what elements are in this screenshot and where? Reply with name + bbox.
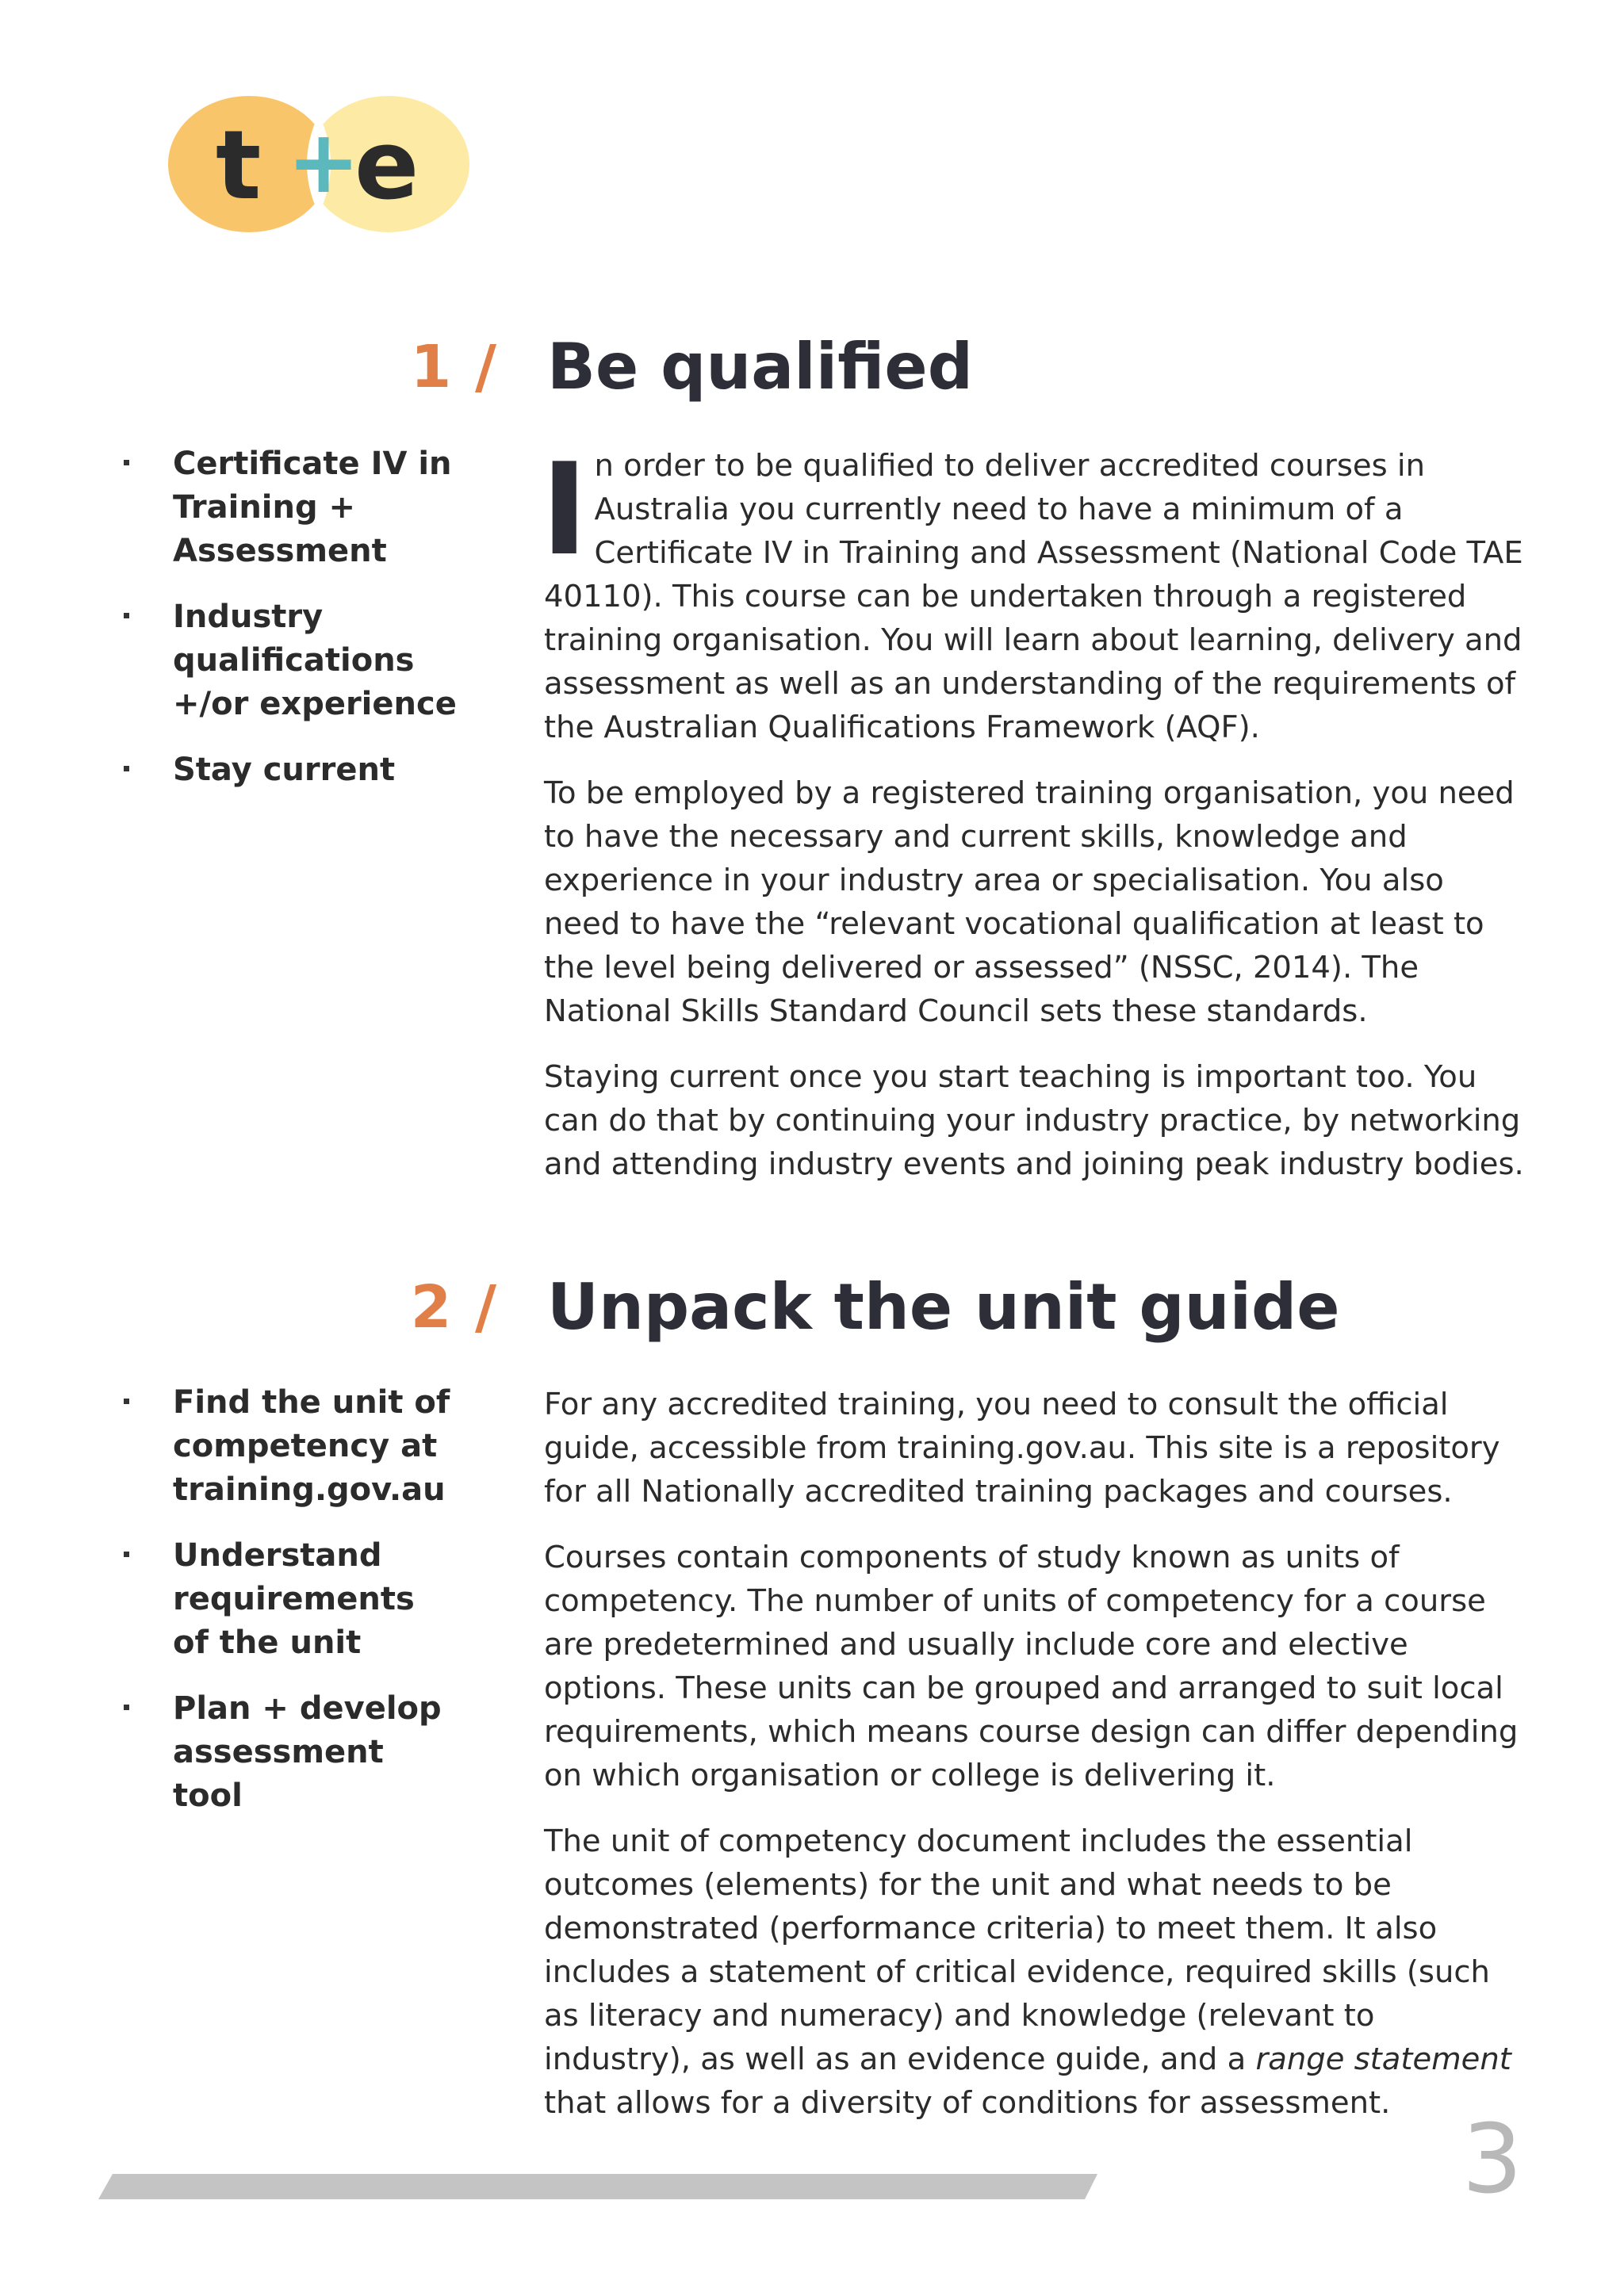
bullet-item: [119, 1381, 460, 1512]
drop-cap: I: [541, 435, 588, 584]
body-paragraph: Courses contain components of study known as units of competency. The number of units of competency for a course are predetermined and usually include core and elective options. These units can be grouped and arranged to suit local requirements, which means course design can differ depending on which organisation or college is delivering it.: [544, 1540, 1519, 1793]
bullet-item: [119, 595, 460, 726]
bullet-dot: [124, 1705, 129, 1710]
emphasis-range-statement: range statement: [1255, 2042, 1511, 2077]
logo-plus: +: [287, 111, 361, 212]
logo-letter-e: e: [354, 111, 419, 221]
bullet-item: [119, 1534, 460, 1665]
section-2-heading: [0, 1264, 1624, 1351]
body-paragraph: [541, 435, 1527, 749]
paragraph-text: that allows for a diversity of conditions for assessment.: [544, 2085, 1391, 2121]
section-1-title: Be qualified: [547, 330, 973, 404]
bullet-text: Find the unit of competency at training.gov.au: [173, 1384, 450, 1508]
bullet-dot: [124, 613, 129, 618]
section-1-body: [541, 435, 1527, 1208]
bullet-text: Plan + develop assessment tool: [173, 1690, 442, 1814]
te-logo-graphic: [168, 95, 469, 234]
body-paragraph: [544, 1820, 1527, 2125]
bullet-item: [119, 748, 460, 792]
bullet-item: [119, 1687, 460, 1818]
page-number: 3: [1461, 2105, 1522, 2215]
body-paragraph: For any accredited training, you need to consult the official guide, accessible from training.gov.au. This site is a repository for all Nationally accredited training packages and courses.: [544, 1387, 1500, 1510]
bullet-dot: [124, 460, 129, 465]
section-2-title: Unpack the unit guide: [547, 1270, 1340, 1344]
logo-letter-t: t: [216, 111, 262, 221]
paragraph-text: n order to be qualified to deliver accredited courses in Australia you currently need to have a minimum of a Certificate IV in Training and Assessment (National Code TAE 40110). This course can be undertaken through a registered training organisation. You will learn about learning, delivery and assessment as well as an understanding of the requirements of the Australian Qualifications Framework (AQF).: [544, 448, 1523, 745]
section-1-bullet-list: [119, 442, 460, 814]
footer-bar: [98, 2174, 1097, 2199]
footer-bar-shape: [98, 2174, 1097, 2199]
paragraph-text: The unit of competency document includes the essential outcomes (elements) for the unit and what needs to be demonstrated (performance criteria) to meet them. It also includes a statement of critical evidence, required skills (such as literacy and numeracy) and knowledge (relevant to industry), as well as an evidence guide, and a: [544, 1823, 1490, 2077]
bullet-item: [119, 442, 460, 573]
bullet-dot: [124, 1399, 129, 1404]
bullet-text: Certificate IV in Training + Assessment: [173, 446, 452, 569]
section-2-number: 2 /: [410, 1273, 498, 1341]
body-paragraph: Staying current once you start teaching is important too. You can do that by continuing your industry practice, by networking and attending industry events and joining peak industry bodies.: [544, 1059, 1524, 1182]
bullet-text: Understand requirements of the unit: [173, 1537, 415, 1661]
te-logo: [168, 95, 469, 234]
bullet-dot: [124, 1552, 129, 1557]
bullet-text: Industry qualifications +/or experience: [173, 599, 457, 722]
bullet-text: Stay current: [173, 752, 396, 788]
section-2-bullet-list: [119, 1381, 460, 1840]
bullet-dot: [124, 766, 129, 771]
body-paragraph: To be employed by a registered training organisation, you need to have the necessary and current skills, knowledge and experience in your industry area or specialisation. You also need to have the “relevant vocational qualification at least to the level being delivered or assessed” (NSSC, 2014). The National Skills Standard Council sets these standards.: [544, 775, 1515, 1029]
section-1-number: 1 /: [410, 333, 498, 401]
section-1-heading: [0, 323, 1624, 411]
section-2-body: [544, 1383, 1527, 2147]
